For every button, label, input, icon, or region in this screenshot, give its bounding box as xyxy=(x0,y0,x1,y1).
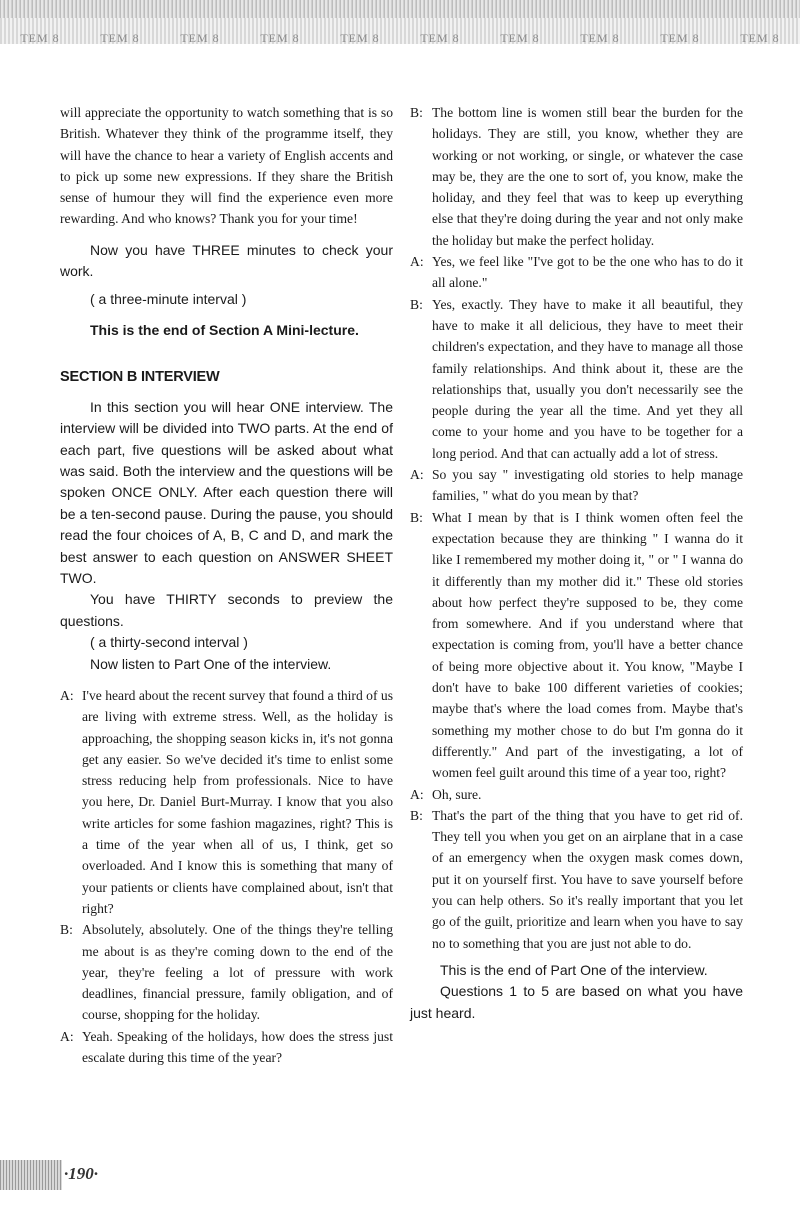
header-tag: TEM 8 xyxy=(660,30,700,45)
dialogue-turn xyxy=(410,294,743,464)
utterance: Absolutely, absolutely. One of the things they're telling me about is as they're coming down to the end of the year, they're feeling a lot of pressure with work deadlines, financial pressure, family obligation, and of course, shopping for the holiday. xyxy=(82,922,393,1023)
section-b-title: SECTION B INTERVIEW xyxy=(60,369,220,386)
three-minute-interval: ( a three-minute interval ) xyxy=(90,290,247,307)
dialogue-turn xyxy=(60,1026,393,1069)
speaker-label: A: xyxy=(410,467,424,483)
utterance: Yeah. Speaking of the holidays, how does the stress just escalate during this time of the year? xyxy=(82,1028,393,1066)
check-work-instruction: Now you have THREE minutes to check your work. xyxy=(60,241,393,280)
speaker-label: A: xyxy=(60,1028,74,1044)
end-section-a: This is the end of Section A Mini-lecture. xyxy=(90,322,359,338)
utterance: What I mean by that is I think women often feel the expectation because they are thinking " I wanna do it like I remembered my mother doing it, " or " I wanna do it differently than my mother did it." These old stories about how perfect they're supposed to be, they come from somewhere. And if you understand where that expectation is coming from, you'll have a better chance of being more objective about it. You know, "Maybe I don't have to bake 100 different varieties of cookies; maybe that's where the load comes from. Maybe that's something my mother chose to do but I'm gonna do it differently." And part of the investigating, a lot of women feel guilt around this time of a year too, right? xyxy=(432,509,743,781)
utterance: Yes, exactly. They have to make it all beautiful, they have to make it all delicious, they have to meet their children's expectation, and they have to manage all those family relationships. And think about it, these are the relationships that, usually you don't necessarily see the people during the year all the time. And yet they all come to your home and you have to be together for a long period. And that can actually add a lot of stress. xyxy=(432,296,743,461)
speaker-label: B: xyxy=(410,105,423,120)
listen-instruction: Now listen to Part One of the interview. xyxy=(90,655,332,672)
section-b-instructions: In this section you will hear ONE interview. The interview will be divided into TWO parts. At the end of each part, five questions will be asked about what was said. Both the interview and the questions will be spoken ONCE ONLY. After each question there will be a ten-second pause. During the pause, you should read the four choices of A, B, C and D, and mark the best answer to each question on ANSWER SHEET TWO. xyxy=(60,398,393,586)
questions-note: Questions 1 to 5 are based on what you have just heard. xyxy=(410,983,743,1021)
dialogue-turn xyxy=(410,507,743,784)
speaker-label: A: xyxy=(410,254,424,270)
dialogue-left xyxy=(60,685,393,1068)
header-tag: TEM 8 xyxy=(260,30,300,45)
header-tag: TEM 8 xyxy=(340,30,380,45)
page-number: ·190· xyxy=(64,1164,98,1183)
header-tag: TEM 8 xyxy=(740,30,780,45)
header-noise xyxy=(0,0,800,18)
dialogue-turn xyxy=(410,102,743,251)
header-tag: TEM 8 xyxy=(500,30,540,45)
speaker-label: A: xyxy=(410,786,424,802)
dialogue-turn xyxy=(410,784,743,805)
utterance: That's the part of the thing that you have to get rid of. They tell you when you get on an airplane that in a case of an emergency when the oxygen mask comes down, put it on yourself first. You have to save yourself before you can help others. So it's really important that you let go of the guilt, prioritize and learn when you have to say no to something that you are just not able to do. xyxy=(432,807,743,951)
header-tag: TEM 8 xyxy=(180,30,220,45)
footer-mark xyxy=(0,1160,62,1190)
dialogue-turn xyxy=(410,251,743,294)
utterance: Yes, we feel like "I've got to be the one who has to do it all alone." xyxy=(432,254,743,291)
dialogue-turn xyxy=(410,805,743,954)
closing-paragraph: will appreciate the opportunity to watch something that is so British. Whatever they think of the programme itself, they will have the chance to hear a variety of English accents and to pick up some new expressions. If they share the British sense of humour they will find the experience even more rewarding. And who knows? Thank you for your time! xyxy=(60,105,393,227)
dialogue-right xyxy=(410,102,743,954)
speaker-label: B: xyxy=(410,509,423,525)
header-tag: TEM 8 xyxy=(420,30,460,45)
header-tag: TEM 8 xyxy=(100,30,140,45)
speaker-label: A: xyxy=(60,687,74,703)
header-tag: TEM 8 xyxy=(20,30,60,45)
dialogue-turn xyxy=(60,685,393,919)
speaker-label: B: xyxy=(410,807,423,823)
utterance: I've heard about the recent survey that found a third of us are living with extreme stress. Well, as the holiday is approaching, the shopping season kicks in, it's not gonna get any easier. So we've decided it's time to enlist some stress reducing help from professionals. Nice to have you here, Dr. Daniel Burt-Murray. I know that you also write articles for some fashion magazines, right? This is a time of the year when all of us, I think, get so overloaded. And I know this is something that many of your patients or clients have complained about, isn't that right? xyxy=(82,687,393,916)
left-column xyxy=(60,102,393,1068)
header-tags xyxy=(0,30,800,46)
dialogue-turn xyxy=(410,464,743,507)
dialogue-turn xyxy=(60,919,393,1025)
right-column xyxy=(410,102,743,1024)
thirty-second-interval: ( a thirty-second interval ) xyxy=(90,634,248,651)
end-part-one: This is the end of Part One of the interview. xyxy=(440,961,708,978)
speaker-label: B: xyxy=(410,296,423,312)
utterance: So you say " investigating old stories to help manage families, " what do you mean by that? xyxy=(432,467,743,504)
speaker-label: B: xyxy=(60,922,73,938)
utterance: Oh, sure. xyxy=(432,786,482,802)
header-tag: TEM 8 xyxy=(580,30,620,45)
preview-instruction: You have THIRTY seconds to preview the questions. xyxy=(60,591,393,629)
utterance: The bottom line is women still bear the burden for the holidays. They are still, you know, whether they are working or not working, or single, or whatever the case may be, they are the one to sort of, you know, make the holiday, and they feel that was to keep up everything else that they're doing during the year and not only make the holiday but make the perfect holiday. xyxy=(432,105,743,248)
